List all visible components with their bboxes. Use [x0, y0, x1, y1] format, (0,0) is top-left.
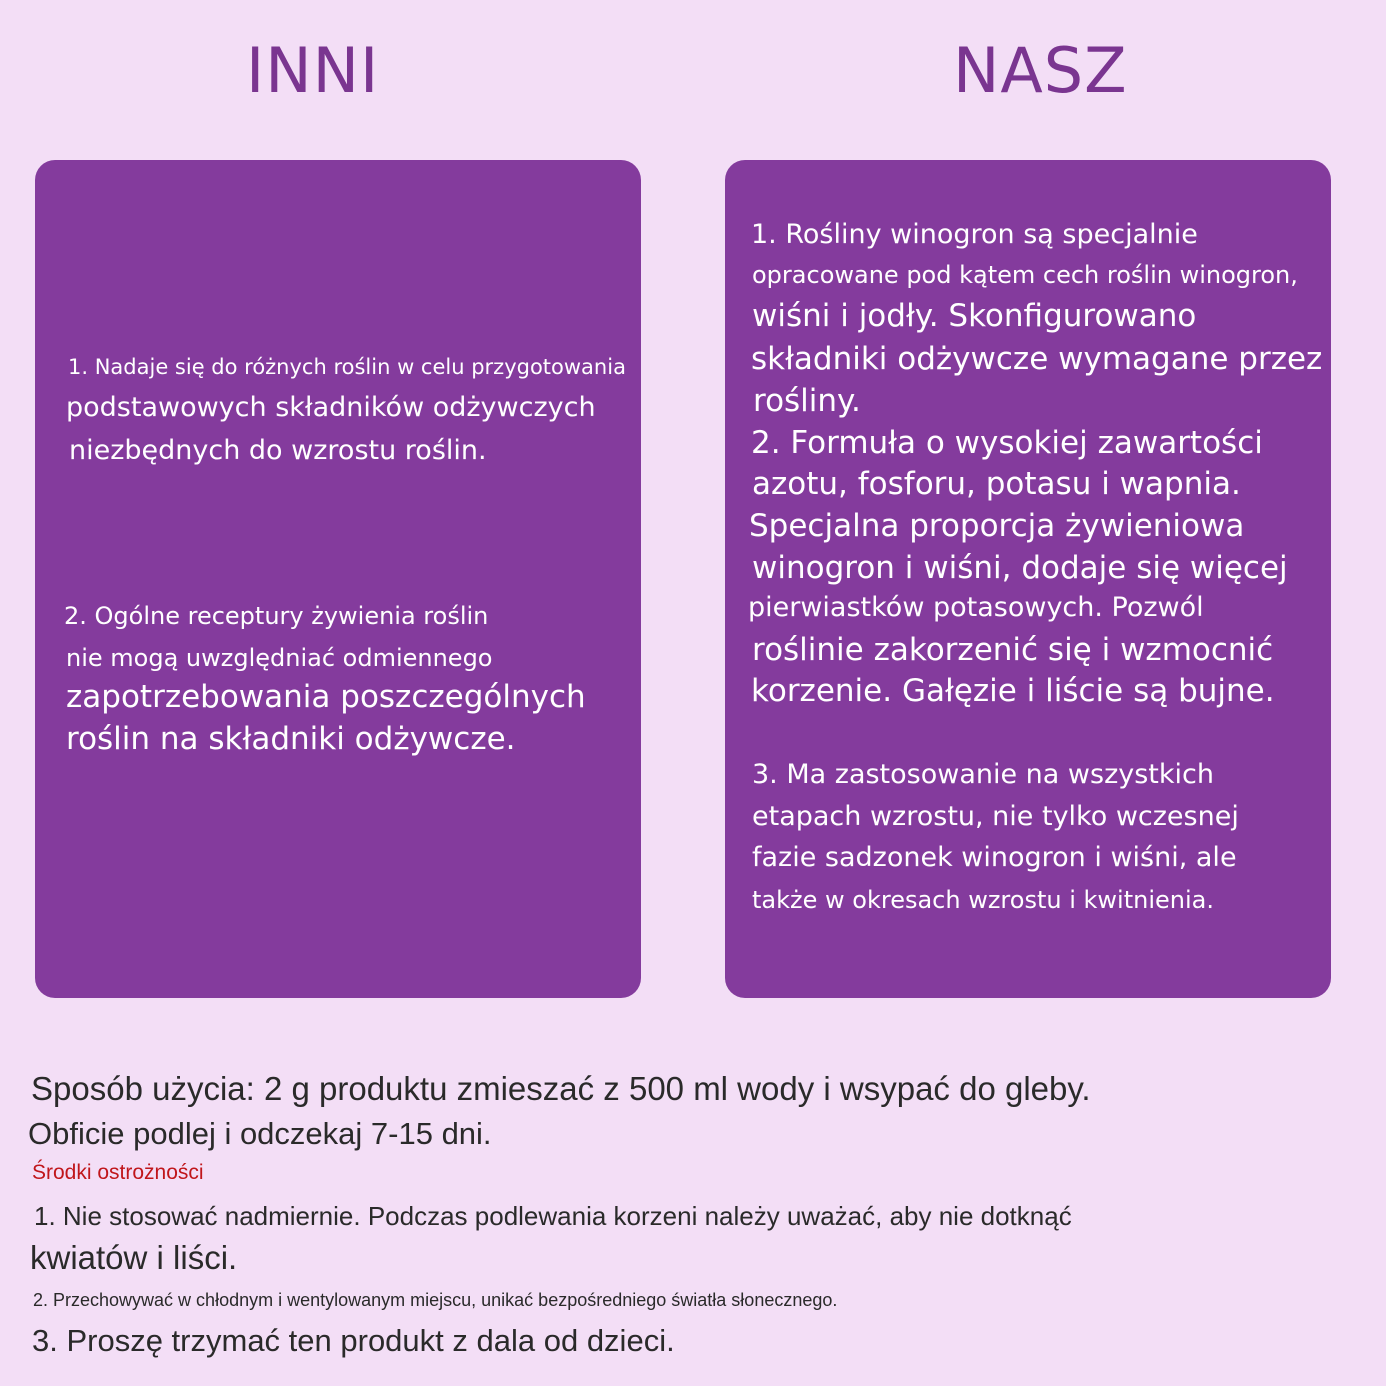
heading-others: INNI — [246, 34, 380, 107]
usage-instructions: Sposób użycia: 2 g produktu zmieszać z 500 ml wody i wsypać do gleby. — [31, 1070, 1091, 1107]
precautions-title: Środki ostrożności — [32, 1161, 204, 1184]
card-ours — [725, 160, 1331, 998]
card-line: zapotrzebowania poszczególnych — [66, 679, 586, 715]
card-line: podstawowych składników odżywczych — [66, 392, 596, 423]
card-line: nie mogą uwzględniać odmiennego — [66, 644, 493, 672]
card-line: składniki odżywcze wymagane przez — [751, 341, 1323, 377]
precaution-3: 3. Proszę trzymać ten produkt z dala od dzieci. — [32, 1323, 675, 1358]
card-line: niezbędnych do wzrostu roślin. — [69, 435, 487, 466]
card-line: także w okresach wzrostu i kwitnienia. — [752, 886, 1214, 914]
card-line: 2. Ogólne receptury żywienia roślin — [64, 602, 489, 630]
card-line: roślinie zakorzenić się i wzmocnić — [752, 632, 1274, 668]
heading-ours: NASZ — [953, 34, 1128, 107]
card-line: 1. Nadaje się do różnych roślin w celu przygotowania — [68, 355, 626, 379]
card-line: azotu, fosforu, potasu i wapnia. — [752, 466, 1241, 502]
precaution-1-cont: kwiatów i liści. — [30, 1239, 238, 1276]
card-line: Specjalna proporcja żywieniowa — [749, 508, 1245, 544]
card-line: wiśni i jodły. Skonfigurowano — [752, 298, 1197, 334]
card-line: korzenie. Gałęzie i liście są bujne. — [751, 673, 1275, 709]
card-line: etapach wzrostu, nie tylko wczesnej — [752, 801, 1239, 832]
card-others — [35, 160, 641, 998]
card-line: opracowane pod kątem cech roślin winogron, — [752, 261, 1298, 289]
usage-instructions-cont: Obficie podlej i odczekaj 7-15 dni. — [28, 1116, 492, 1151]
precaution-1: 1. Nie stosować nadmiernie. Podczas podlewania korzeni należy uważać, aby nie dotknąć — [34, 1201, 1072, 1231]
card-line: rośliny. — [753, 383, 861, 419]
card-line: fazie sadzonek winogron i wiśni, ale — [752, 842, 1237, 873]
card-line: 3. Ma zastosowanie na wszystkich — [752, 759, 1214, 790]
card-line: roślin na składniki odżywcze. — [66, 721, 516, 757]
card-line: 2. Formuła o wysokiej zawartości — [751, 425, 1263, 461]
card-line: pierwiastków potasowych. Pozwól — [748, 592, 1204, 623]
card-line: winogron i wiśni, dodaje się więcej — [752, 550, 1288, 586]
precaution-2: 2. Przechowywać w chłodnym i wentylowanym miejscu, unikać bezpośredniego światła słonecznego. — [33, 1290, 838, 1310]
card-line: 1. Rośliny winogron są specjalnie — [751, 219, 1198, 250]
